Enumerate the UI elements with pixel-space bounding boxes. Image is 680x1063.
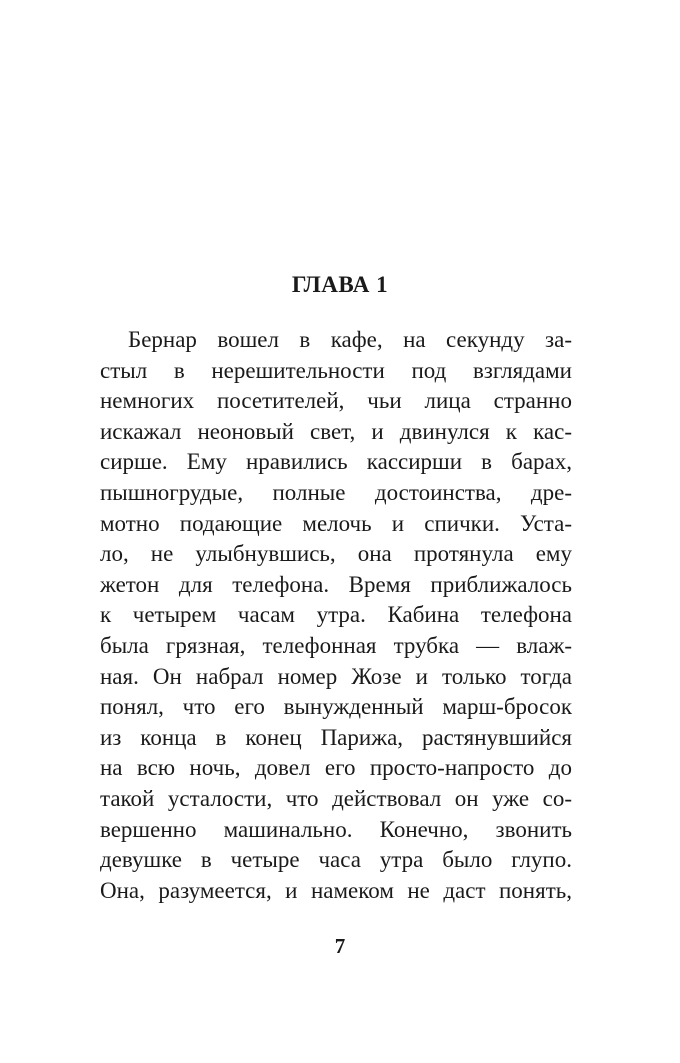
text-line: к четырем часам утра. Кабина телефона	[100, 602, 572, 628]
text-line: жетон для телефона. Время приближалось	[100, 571, 572, 597]
text-line: сирше. Ему нравились кассирши в барах,	[100, 449, 572, 475]
text-line: вершенно машинально. Конечно, звонить	[100, 816, 572, 842]
text-line: такой усталости, что действовал он уже со-	[100, 785, 572, 811]
text-line: из конца в конец Парижа, растянувшийся	[100, 724, 572, 750]
text-line: была грязная, телефонная трубка — влаж-	[100, 632, 572, 658]
text-line: девушке в четыре часа утра было глупо.	[100, 847, 572, 873]
body-text	[100, 325, 572, 906]
text-line: ло, не улыбнувшись, она протянула ему	[100, 541, 572, 567]
text-line: пышногрудые, полные достоинства, дре-	[100, 479, 572, 505]
text-line: стыл в нерешительности под взглядами	[100, 357, 572, 383]
text-line: на всю ночь, довел его просто-напросто до	[100, 755, 572, 781]
text-line: ная. Он набрал номер Жозе и только тогда	[100, 663, 572, 689]
text-line: немногих посетителей, чьи лица странно	[100, 388, 572, 414]
text-line: искажал неоновый свет, и двинулся к кас-	[100, 418, 572, 444]
text-line: Она, разумеется, и намеком не даст понять,	[100, 877, 572, 903]
page-number: 7	[334, 934, 346, 958]
chapter-title: ГЛАВА 1	[291, 272, 389, 297]
text-line: Бернар вошел в кафе, на секунду за-	[128, 327, 572, 352]
text-line: понял, что его вынужденный марш-бросок	[100, 694, 572, 720]
text-line: мотно подающие мелочь и спички. Уста-	[100, 510, 572, 536]
